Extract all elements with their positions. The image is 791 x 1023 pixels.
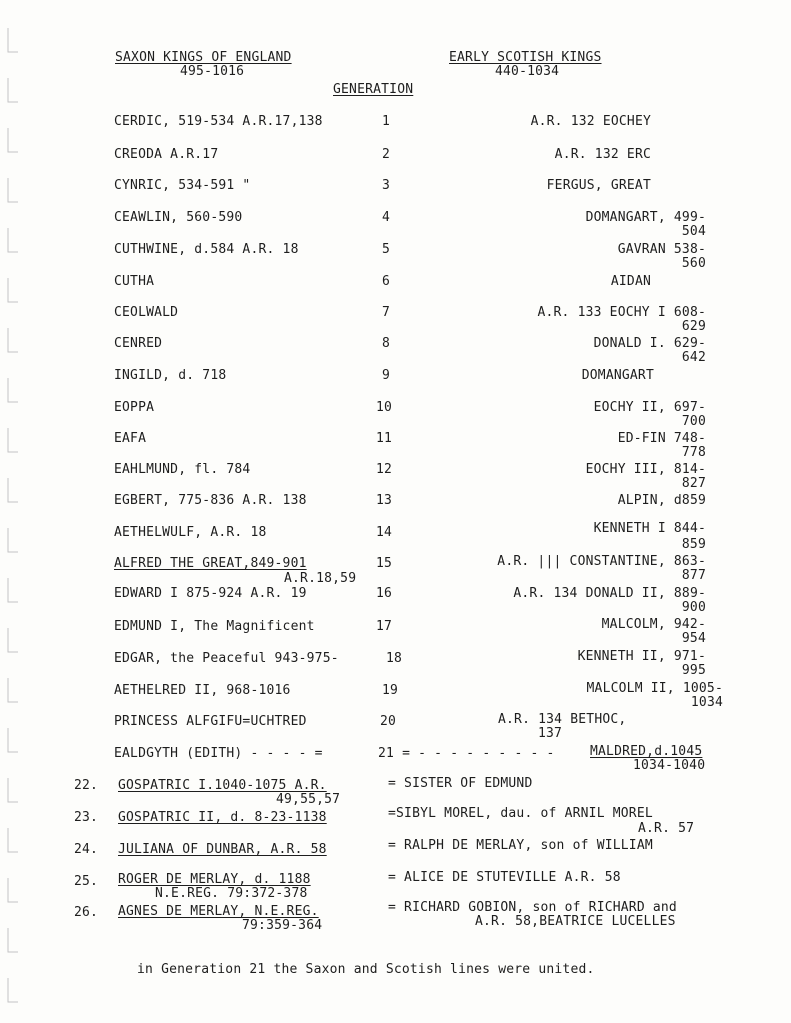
saxon-king: AETHELWULF, A.R. 18 (114, 525, 267, 540)
generation-number: 17 (376, 619, 393, 634)
descendant-spouse: = ALICE DE STUTEVILLE A.R. 58 (388, 870, 621, 885)
generation-number: 19 (382, 683, 399, 698)
generation-number: 6 (382, 274, 391, 289)
scottish-king-years-cont: 1034 (690, 695, 723, 710)
generation-number: 18 (386, 651, 403, 666)
scottish-king-years-cont: 504 (681, 224, 706, 239)
generation-number: 20 (380, 714, 397, 729)
saxon-kings-title: SAXON KINGS OF ENGLAND (115, 50, 292, 65)
maldred-reign: 1034-1040 (633, 758, 706, 773)
scottish-king: A.R. 132 ERC (554, 147, 651, 162)
generation-number: 8 (382, 336, 391, 351)
saxon-king: CUTHA (114, 274, 155, 289)
descendant-number: 23. (74, 810, 99, 825)
scottish-king: EOCHY III, 814- (585, 462, 706, 477)
binder-edge-marks (0, 0, 30, 1023)
generation-number: 3 (382, 178, 391, 193)
generation-21-connector: 21 = - - - - - - - - - (378, 746, 555, 761)
footer-note: in Generation 21 the Saxon and Scotish lines were united. (137, 962, 595, 977)
saxon-king: EDGAR, the Peaceful 943-975- (114, 651, 339, 666)
scottish-king: A.R. 134 BETHOC, (498, 712, 627, 727)
descendant-name-cont: 79:359-364 (242, 918, 323, 933)
scottish-king: GAVRAN 538- (617, 242, 706, 257)
descendant-spouse: =SIBYL MOREL, dau. of ARNIL MOREL (388, 806, 653, 821)
generation-number: 4 (382, 210, 391, 225)
generation-number: 15 (376, 556, 393, 571)
generation-number: 16 (376, 586, 393, 601)
saxon-king: ALFRED THE GREAT,849-901 (114, 556, 307, 571)
saxon-king: EAFA (114, 431, 147, 446)
descendant-name: ROGER DE MERLAY, d. 1188 (118, 872, 311, 887)
saxon-king: EGBERT, 775-836 A.R. 138 (114, 493, 307, 508)
descendant-spouse: = RALPH DE MERLAY, son of WILLIAM (388, 838, 653, 853)
generation-number: 12 (376, 462, 393, 477)
scottish-kings-years: 440-1034 (495, 64, 560, 79)
saxon-king: CYNRIC, 534-591 " (114, 178, 251, 193)
descendant-spouse-cont: A.R. 58,BEATRICE LUCELLES (475, 914, 676, 929)
descendant-number: 25. (74, 874, 99, 889)
saxon-king-reference-cont: A.R.18,59 (284, 571, 357, 586)
scottish-king: MALCOLM II, 1005- (586, 681, 723, 696)
descendant-spouse: = RICHARD GOBION, son of RICHARD and (388, 900, 677, 915)
scottish-king-years-cont: 560 (681, 256, 706, 271)
scottish-king: A.R. ||| CONSTANTINE, 863- (497, 554, 706, 569)
scottish-king: DONALD I. 629- (593, 336, 706, 351)
scottish-king-years-cont: 877 (681, 568, 706, 583)
scottish-king: MALCOLM, 942- (601, 617, 706, 632)
generation-number: 5 (382, 242, 391, 257)
saxon-king: PRINCESS ALFGIFU=UCHTRED (114, 714, 307, 729)
generation-number: 1 (382, 114, 391, 129)
saxon-king: EDMUND I, The Magnificent (114, 619, 315, 634)
generation-number: 13 (376, 493, 393, 508)
descendant-name: GOSPATRIC I.1040-1075 A.R. (118, 778, 327, 793)
generation-number: 2 (382, 147, 391, 162)
saxon-king: EOPPA (114, 400, 155, 415)
descendant-name: JULIANA OF DUNBAR, A.R. 58 (118, 842, 327, 857)
scottish-king: A.R. 134 DONALD II, 889- (513, 586, 706, 601)
scottish-king: KENNETH II, 971- (577, 649, 706, 664)
descendant-spouse-cont: A.R. 57 (638, 821, 695, 836)
generation-number: 10 (376, 400, 393, 415)
scottish-king: DOMANGART, 499- (585, 210, 706, 225)
scottish-king-years-cont: 900 (681, 600, 706, 615)
descendant-number: 24. (74, 842, 99, 857)
scottish-kings-title: EARLY SCOTISH KINGS (449, 50, 602, 65)
scottish-king-years-cont: 827 (681, 476, 706, 491)
scottish-king: FERGUS, GREAT (546, 178, 651, 193)
saxon-king: AETHELRED II, 968-1016 (114, 683, 291, 698)
generation-heading: GENERATION (333, 82, 414, 97)
generation-number: 14 (376, 525, 393, 540)
scottish-king: A.R. 133 EOCHY I 608- (537, 305, 706, 320)
scottish-king-years-cont: 778 (681, 445, 706, 460)
ealdgyth-entry: EALDGYTH (EDITH) - - - - = (114, 746, 323, 761)
scottish-king: A.R. 132 EOCHEY (530, 114, 651, 129)
generation-number: 7 (382, 305, 391, 320)
saxon-king: CEOLWALD (114, 305, 179, 320)
scottish-king-years-cont: 642 (681, 350, 706, 365)
scottish-king-years-cont: 995 (681, 663, 706, 678)
descendant-number: 26. (74, 905, 99, 920)
generation-number: 11 (376, 431, 393, 446)
descendant-name-cont: N.E.REG. 79:372-378 (155, 886, 308, 901)
scottish-king: ED-FIN 748- (617, 431, 706, 446)
scottish-king: AIDAN (610, 274, 651, 289)
scottish-king-years-cont: 629 (681, 319, 706, 334)
maldred-entry: MALDRED,d.1045 (590, 744, 703, 759)
scottish-king: ALPIN, d859 (617, 493, 706, 508)
descendant-number: 22. (74, 778, 99, 793)
saxon-king: CEAWLIN, 560-590 (114, 210, 243, 225)
scottish-king-years-cont: 954 (681, 631, 706, 646)
saxon-king: EAHLMUND, fl. 784 (114, 462, 251, 477)
saxon-king: CENRED (114, 336, 163, 351)
saxon-king: CUTHWINE, d.584 A.R. 18 (114, 242, 299, 257)
descendant-name: GOSPATRIC II, d. 8-23-1138 (118, 810, 327, 825)
descendant-spouse: = SISTER OF EDMUND (388, 776, 533, 791)
scottish-king: DOMANGART (581, 368, 654, 383)
descendant-name-cont: 49,55,57 (276, 792, 341, 807)
saxon-kings-years: 495-1016 (180, 64, 245, 79)
descendant-name: AGNES DE MERLAY, N.E.REG. (118, 904, 319, 919)
saxon-king: CERDIC, 519-534 A.R.17,138 (114, 114, 323, 129)
saxon-king: EDWARD I 875-924 A.R. 19 (114, 586, 307, 601)
scottish-king-years-cont: 859 (681, 537, 706, 552)
saxon-king: CREODA A.R.17 (114, 147, 219, 162)
scottish-king: KENNETH I 844- (593, 521, 706, 536)
scottish-king: EOCHY II, 697- (593, 400, 706, 415)
generation-number: 9 (382, 368, 391, 383)
saxon-king: INGILD, d. 718 (114, 368, 227, 383)
scottish-king-years-cont: 700 (681, 414, 706, 429)
scottish-king-years-cont: 137 (538, 726, 563, 741)
